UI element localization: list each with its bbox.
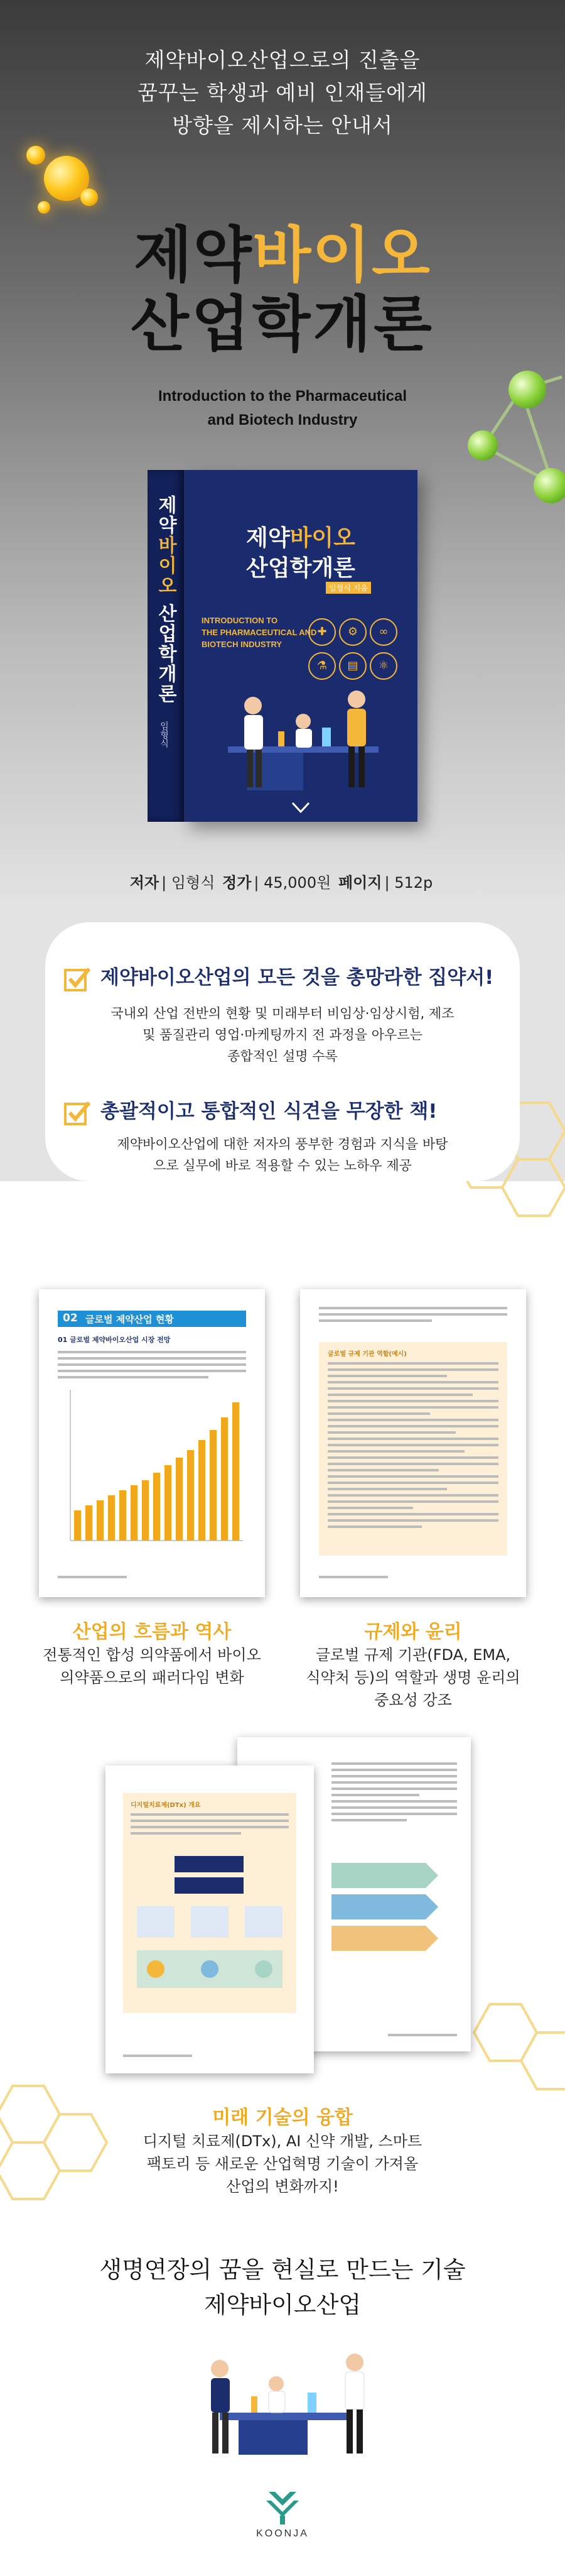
price-label: 정가 bbox=[222, 874, 252, 892]
chapter-tag bbox=[58, 1311, 246, 1327]
green-atom-2 bbox=[468, 430, 498, 461]
feature-2-line-2: 으로 실무에 바로 적용할 수 있는 노하우 제공 bbox=[153, 1158, 412, 1173]
publisher-logo-icon bbox=[264, 2488, 301, 2526]
chart-bar bbox=[221, 1417, 228, 1541]
feature-1-title-text: 제약바이오산업의 모든 것을 총망라한 집약서! bbox=[100, 966, 494, 989]
chart-icon: ▤ bbox=[339, 652, 367, 680]
caption-3-title: 미래 기술의 융합 bbox=[212, 2107, 353, 2129]
dtx-box-title: 디지털치료제(DTx) 개요 bbox=[131, 1802, 201, 1809]
spine-title bbox=[153, 495, 179, 704]
chapter-title: 글로벌 제약산업 현황 bbox=[85, 1314, 174, 1325]
chart-bar bbox=[164, 1465, 171, 1541]
feature-1-line-3: 종합적인 설명 수록 bbox=[227, 1049, 338, 1064]
cover-publisher-logo bbox=[288, 802, 313, 813]
spine-title-c: 산업학개론 bbox=[154, 596, 176, 704]
spine-author: 임형식 bbox=[159, 721, 169, 748]
tagline-line-2: 꿈꾸는 학생과 예비 인재들에게 bbox=[137, 80, 428, 105]
lab-scene-illustration bbox=[176, 2344, 389, 2457]
dtx-box bbox=[123, 1793, 296, 2013]
green-atom-3 bbox=[534, 468, 565, 503]
tagline-line-3: 방향을 제시하는 안내서 bbox=[172, 113, 393, 138]
cover-english-title bbox=[202, 614, 316, 650]
cover-en-line-2: THE PHARMACEUTICAL AND bbox=[202, 628, 317, 637]
caption-2-line-3: 중요성 강조 bbox=[374, 1691, 452, 1709]
chart-bar bbox=[187, 1450, 194, 1541]
title-part-1: 제약 bbox=[134, 220, 253, 290]
closing-message bbox=[0, 2252, 565, 2323]
hero-section bbox=[0, 0, 565, 905]
subtitle-en-line-1: Introduction to the Pharmaceutical bbox=[158, 388, 407, 405]
yellow-orb-small bbox=[26, 146, 45, 165]
caption-3-line-3: 산업의 변화까지! bbox=[226, 2178, 339, 2195]
page-footer-line bbox=[123, 2055, 192, 2057]
page-footer-line bbox=[319, 1576, 388, 1578]
caption-1-line-2: 의약품으로의 패러다임 변화 bbox=[60, 1669, 244, 1686]
author-label: 저자 bbox=[129, 874, 159, 892]
feature-2-body bbox=[70, 1133, 495, 1176]
chart-bar bbox=[97, 1500, 104, 1541]
flask-icon: ⚗ bbox=[308, 652, 336, 680]
publisher-logo-text: KOONJA bbox=[256, 2528, 309, 2539]
page-footer-line bbox=[58, 1576, 127, 1578]
section-heading: 01 글로벌 제약바이오산업 시장 전망 bbox=[58, 1336, 171, 1344]
caption-2-body bbox=[288, 1644, 539, 1711]
dtx-box-lines bbox=[131, 1813, 289, 1838]
book-meta bbox=[0, 870, 565, 892]
page-footer-line bbox=[388, 2034, 457, 2036]
feature-1-title bbox=[64, 961, 503, 991]
caption-3-line-1: 디지털 치료제(DTx), AI 신약 개발, 스마트 bbox=[143, 2132, 422, 2150]
author-value: | 임형식 bbox=[161, 874, 215, 892]
yellow-orb-small-2 bbox=[80, 188, 98, 206]
features-card bbox=[45, 922, 520, 1181]
hero-subtitle-en bbox=[0, 385, 565, 432]
feature-2-title bbox=[64, 1095, 503, 1125]
cover-icon-grid bbox=[308, 618, 402, 686]
chart-bar bbox=[74, 1510, 81, 1541]
spine-title-a: 제약 bbox=[154, 495, 176, 535]
caption-1-line-1: 전통적인 합성 의약품에서 바이오 bbox=[43, 1646, 261, 1664]
subtitle-en-line-2: and Biotech Industry bbox=[207, 412, 358, 428]
preview-page-3 bbox=[105, 1766, 314, 2073]
page-text-lines bbox=[331, 1762, 457, 1825]
chart-bar bbox=[198, 1440, 205, 1541]
publisher-logo bbox=[251, 2488, 314, 2540]
caption-2-title: 규제와 윤리 bbox=[364, 1621, 462, 1643]
chart-bar bbox=[108, 1495, 115, 1541]
closing-line-1: 생명연장의 꿈을 현실로 만드는 기술 bbox=[99, 2256, 466, 2283]
pages-value: | 512p bbox=[384, 874, 433, 892]
chart-bar bbox=[119, 1490, 126, 1541]
cover-badge-suffix: 지음 bbox=[353, 584, 368, 592]
cover-en-line-1: INTRODUCTION TO bbox=[202, 616, 278, 625]
book-spine bbox=[148, 470, 184, 822]
section-heading-text: 글로벌 제약바이오산업 시장 전망 bbox=[70, 1336, 171, 1344]
caption-3-line-2: 팩토리 등 새로운 산업혁명 기술이 가져올 bbox=[146, 2155, 419, 2173]
spine-title-b: 바이오 bbox=[154, 535, 176, 596]
feature-2-title-text: 총괄적이고 통합적인 식견을 무장한 책! bbox=[100, 1100, 438, 1123]
tagline-line-1: 제약바이오산업으로의 진출을 bbox=[144, 48, 421, 72]
cover-title-b: 바이오 bbox=[289, 525, 355, 551]
caption-3-body bbox=[94, 2130, 471, 2198]
page-text-lines bbox=[319, 1307, 507, 1326]
caption-1-title: 산업의 흐름과 역사 bbox=[72, 1621, 232, 1643]
closing-line-2: 제약바이오산업 bbox=[203, 2291, 362, 2318]
chart-bar bbox=[210, 1430, 217, 1541]
cover-author-badge bbox=[326, 582, 371, 594]
chart-bar bbox=[176, 1458, 183, 1541]
cover-title-a: 제약 bbox=[246, 525, 290, 551]
growth-bar-chart bbox=[58, 1384, 246, 1553]
cover-title-line-1 bbox=[184, 520, 417, 552]
pages-label: 페이지 bbox=[338, 874, 382, 892]
page-text-lines bbox=[58, 1351, 246, 1382]
chart-bar bbox=[85, 1505, 92, 1541]
regulation-box-lines bbox=[328, 1362, 498, 1532]
chart-bar bbox=[153, 1473, 160, 1541]
cover-en-line-3: BIOTECH INDUSTRY bbox=[202, 640, 282, 649]
title-part-accent: 바이오 bbox=[252, 220, 431, 290]
book-front-cover bbox=[184, 470, 417, 822]
atom-icon: ⚛ bbox=[370, 652, 397, 680]
chart-bar bbox=[131, 1485, 137, 1541]
price-value: | 45,000원 bbox=[254, 874, 331, 892]
feature-1-line-2: 및 품질관리 영업·마케팅까지 전 과정을 아우르는 bbox=[143, 1027, 422, 1042]
caption-1-body bbox=[26, 1644, 277, 1689]
publisher-mark-icon bbox=[291, 802, 310, 813]
caption-2-line-2: 식약처 등)의 역할과 생명 윤리의 bbox=[306, 1669, 520, 1686]
chart-bar bbox=[232, 1402, 239, 1541]
chapter-number: 02 bbox=[63, 1312, 78, 1324]
preview-page-2 bbox=[300, 1289, 526, 1597]
feature-1-line-1: 국내외 산업 전반의 현황 및 미래부터 비임상·임상시험, 제조 bbox=[110, 1006, 455, 1021]
pill-icon: ✚ bbox=[308, 618, 336, 646]
dna-icon: ∞ bbox=[370, 618, 397, 646]
hero-title-line-2: 산업학개론 bbox=[131, 289, 434, 359]
feature-1-body bbox=[70, 1003, 495, 1067]
arrow-diagram bbox=[331, 1857, 457, 1963]
feature-2-line-1: 제약바이오산업에 대한 저자의 풍부한 경험과 지식을 바탕 bbox=[117, 1137, 448, 1152]
dtx-diagram bbox=[131, 1850, 289, 2000]
lab-illustration bbox=[209, 677, 397, 797]
cover-badge-author: 임형식 bbox=[329, 584, 351, 592]
bar-group bbox=[74, 1402, 239, 1541]
cover-title-line-2: 산업학개론 bbox=[246, 555, 355, 581]
regulation-box-title: 글로벌 규제 기관 역할(예시) bbox=[328, 1351, 407, 1358]
chart-bar bbox=[142, 1480, 149, 1541]
checkbox-icon bbox=[64, 1100, 92, 1125]
regulation-box bbox=[319, 1342, 507, 1556]
checkbox-icon bbox=[64, 966, 92, 991]
hero-tagline bbox=[0, 44, 565, 142]
gear-icon: ⚙ bbox=[339, 618, 367, 646]
caption-2-line-1: 글로벌 규제 기관(FDA, EMA, bbox=[315, 1646, 511, 1664]
preview-page-1 bbox=[39, 1289, 265, 1597]
book-mockup bbox=[148, 470, 417, 822]
